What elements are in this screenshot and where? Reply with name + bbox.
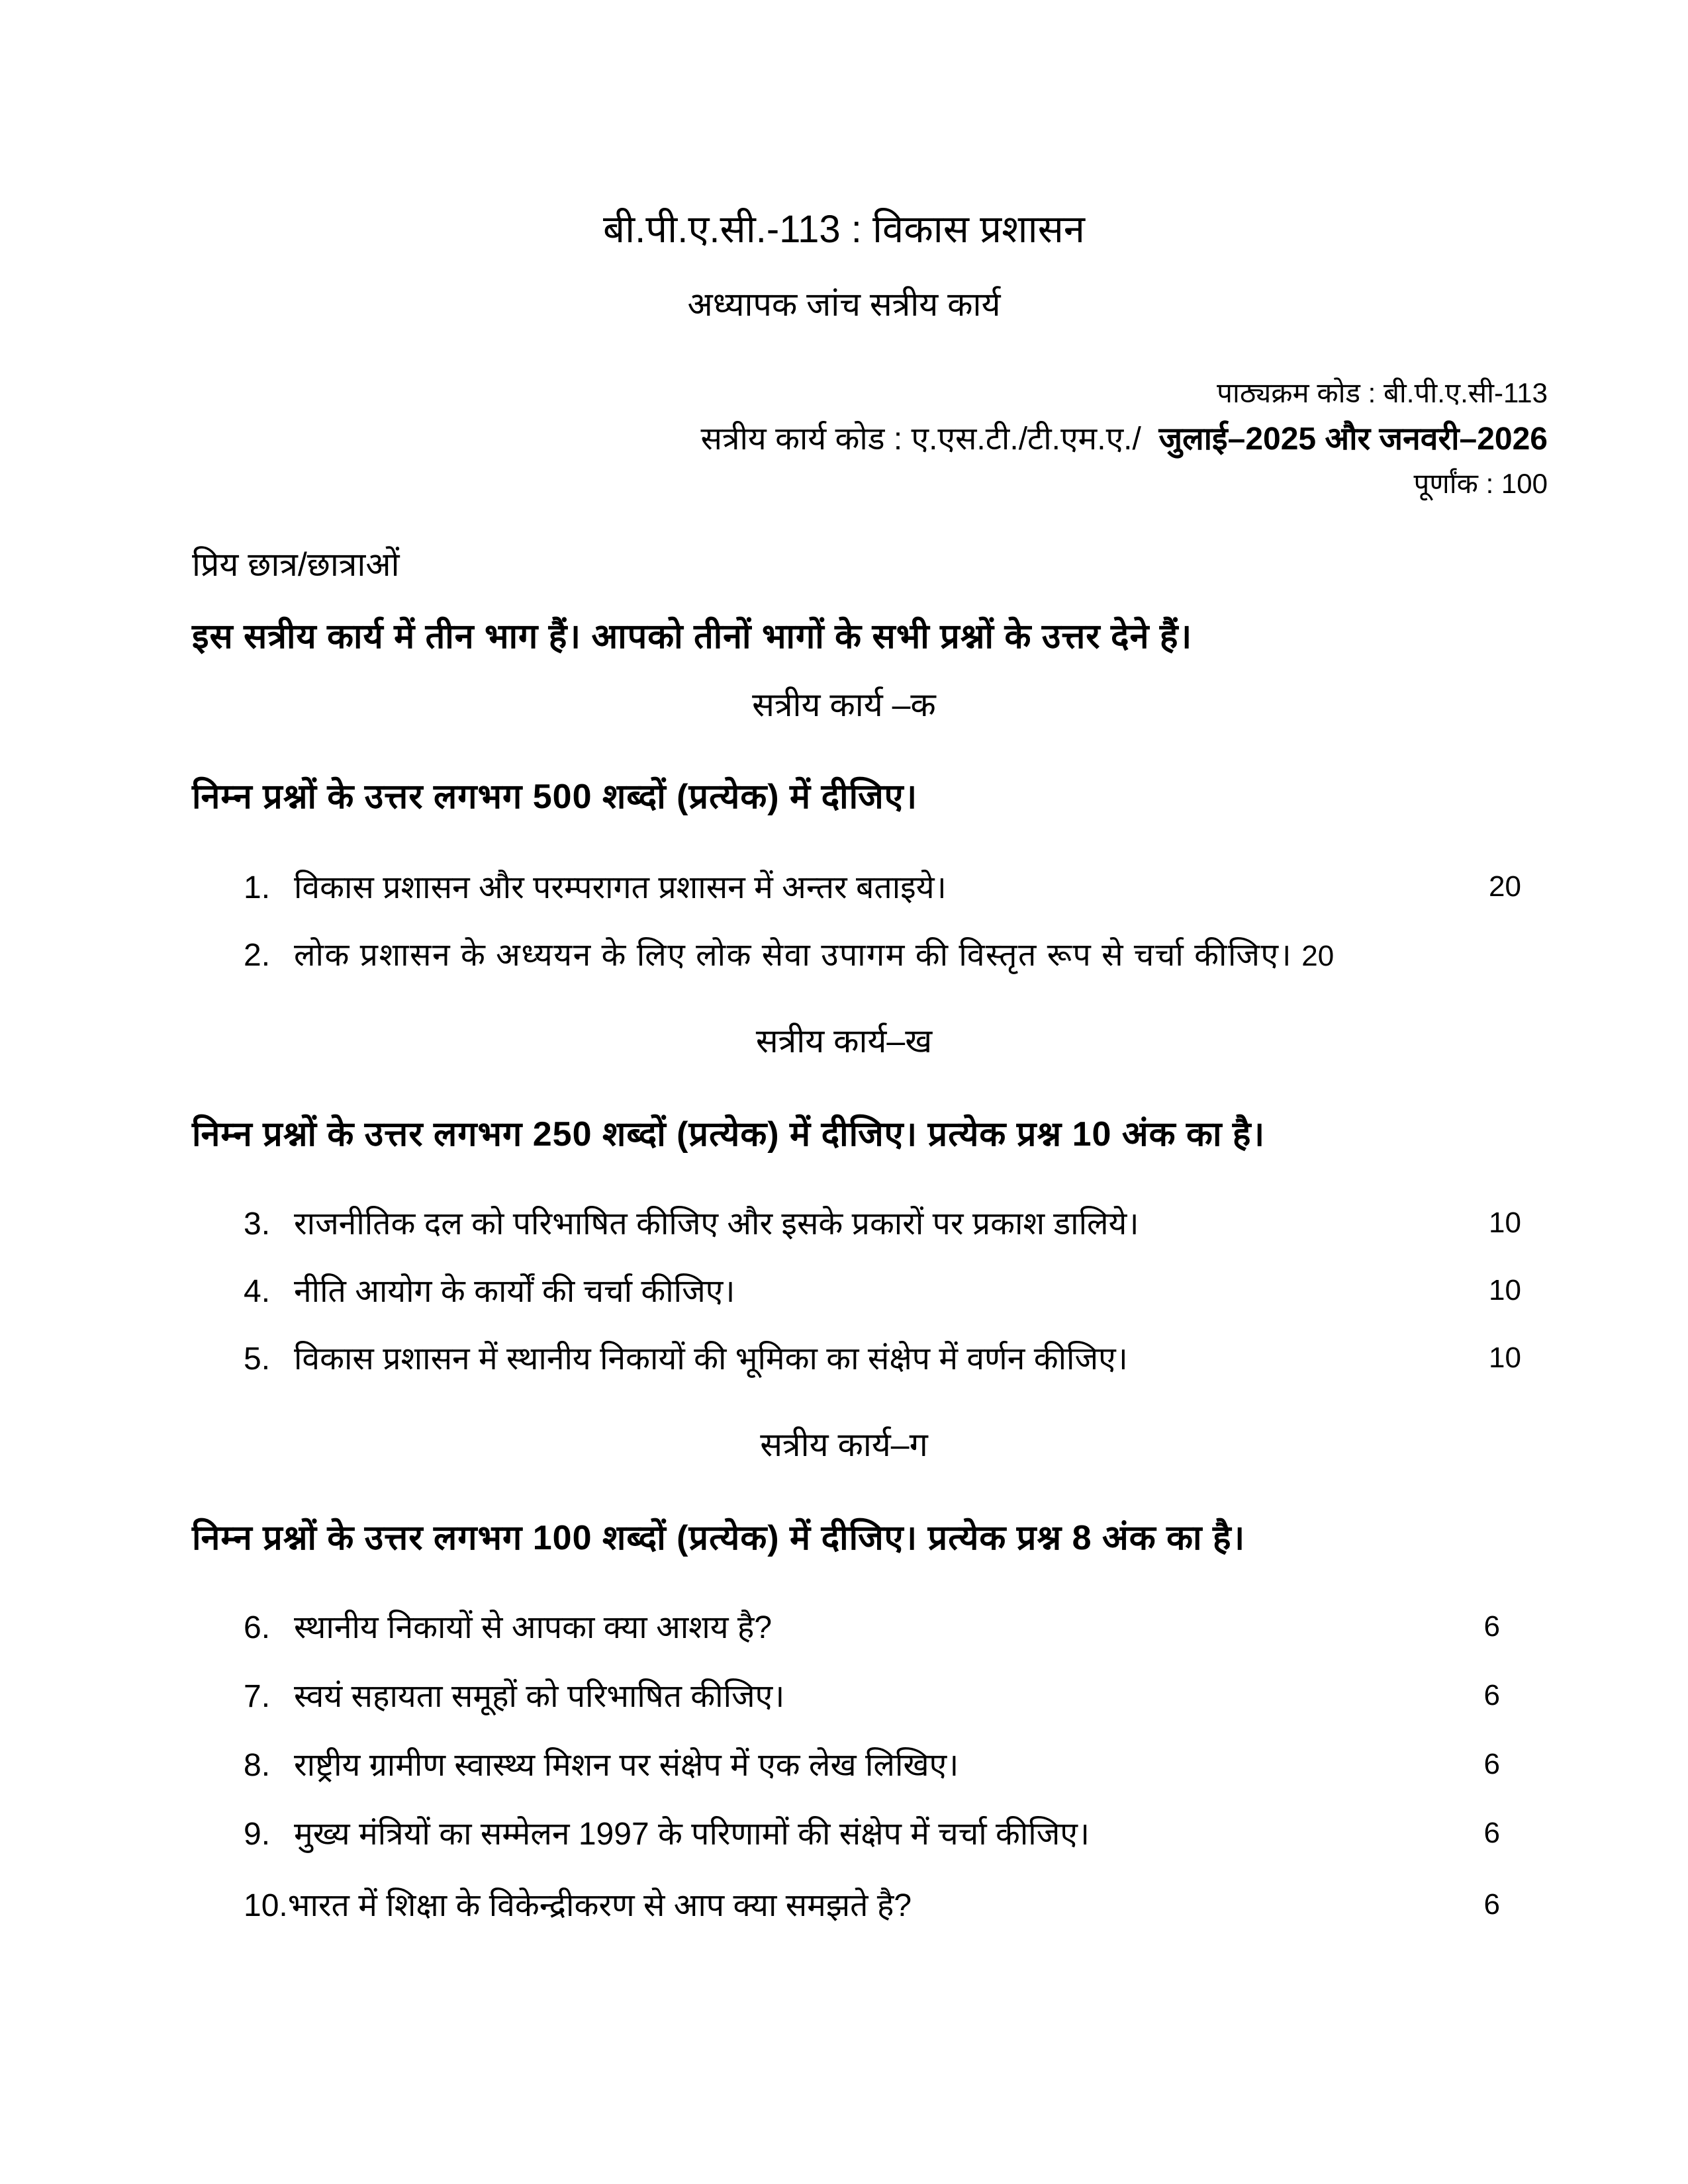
assignment-code-label: सत्रीय कार्य कोड : ए.एस.टी./टी.एम.ए./	[700, 422, 1141, 457]
greeting: प्रिय छात्र/छात्राओं	[192, 546, 400, 583]
section-c-instruction: निम्न प्रश्नों के उत्तर लगभग 100 शब्दों (प्रत्येक) में दीजिए। प्रत्येक प्रश्न 8 अंक का है।	[192, 1519, 1246, 1557]
question-marks: 6	[1483, 1817, 1500, 1849]
question-number: 2.	[244, 938, 271, 973]
assignment-session: जुलाई–2025 और जनवरी–2026	[1158, 422, 1548, 457]
section-b-heading: सत्रीय कार्य–ख	[755, 1023, 933, 1060]
question-text: राजनीतिक दल को परिभाषित कीजिए और इसके प्रकारों पर प्रकाश डालिये।	[294, 1206, 1139, 1242]
question-number: 9.	[244, 1817, 271, 1852]
question-marks: 6	[1483, 1888, 1500, 1921]
question-marks: 10	[1489, 1342, 1521, 1374]
question-marks: 10	[1489, 1206, 1521, 1239]
question-text: विकास प्रशासन और परम्परागत प्रशासन में अन्तर बताइये।	[294, 870, 947, 905]
question-item	[244, 1750, 1561, 1782]
question-number: 4.	[244, 1274, 271, 1309]
question-marks: 6	[1483, 1748, 1500, 1780]
section-a-heading: सत्रीय कार्य –क	[752, 686, 936, 723]
question-text: राष्ट्रीय ग्रामीण स्वास्थ्य मिशन पर संक्षेप में एक लेख लिखिए।	[294, 1748, 959, 1783]
section-c-heading: सत्रीय कार्य–ग	[760, 1426, 928, 1463]
question-number: 5.	[244, 1342, 271, 1377]
question-item	[244, 1612, 1561, 1644]
question-text: लोक प्रशासन के अध्ययन के लिए लोक सेवा उपागम की विस्तृत रूप से चर्चा कीजिए।	[294, 938, 1293, 973]
question-number: 6.	[244, 1610, 271, 1645]
question-text: विकास प्रशासन में स्थानीय निकायों की भूमिका का संक्षेप में वर्णन कीजिए।	[294, 1342, 1128, 1377]
question-text: भारत में शिक्षा के विकेन्द्रीकरण से आप क्या समझते है?	[287, 1888, 912, 1923]
question-item	[244, 1890, 1561, 1922]
section-b-instruction: निम्न प्रश्नों के उत्तर लगभग 250 शब्दों (प्रत्येक) में दीजिए। प्रत्येक प्रश्न 10 अंक का है।	[192, 1115, 1266, 1154]
document-subtitle: अध्यापक जांच सत्रीय कार्य	[687, 286, 1001, 323]
question-item	[244, 872, 1561, 904]
question-number: 1.	[244, 870, 271, 905]
question-number: 8.	[244, 1748, 271, 1783]
question-item	[244, 1343, 1561, 1375]
question-number: 3.	[244, 1206, 271, 1242]
question-number: 10.	[244, 1888, 288, 1923]
question-marks: 6	[1483, 1679, 1500, 1711]
question-text: स्वयं सहायता समूहों को परिभाषित कीजिए।	[294, 1679, 785, 1714]
question-item	[244, 940, 1561, 972]
question-item	[244, 1208, 1561, 1240]
question-marks: 20	[1301, 940, 1335, 972]
assignment-code	[701, 424, 1548, 455]
question-number: 7.	[244, 1679, 271, 1714]
course-code: पाठ्यक्रम कोड : बी.पी.ए.सी-113	[1217, 377, 1548, 408]
question-marks: 10	[1489, 1274, 1521, 1306]
question-marks: 20	[1489, 870, 1521, 903]
document-title: बी.पी.ए.सी.-113 : विकास प्रशासन	[602, 208, 1085, 251]
question-text: नीति आयोग के कार्यों की चर्चा कीजिए।	[294, 1274, 735, 1309]
question-text: मुख्य मंत्रियों का सम्मेलन 1997 के परिणामों की संक्षेप में चर्चा कीजिए।	[294, 1817, 1090, 1852]
question-item	[244, 1681, 1561, 1713]
question-text: स्थानीय निकायों से आपका क्या आशय है?	[294, 1610, 773, 1645]
intro-text: इस सत्रीय कार्य में तीन भाग हैं। आपको तीनों भागों के सभी प्रश्नों के उत्तर देने हैं।	[192, 617, 1193, 656]
question-item	[244, 1276, 1561, 1308]
section-a-instruction: निम्न प्रश्नों के उत्तर लगभग 500 शब्दों (प्रत्येक) में दीजिए।	[192, 778, 918, 816]
max-marks: पूर्णांक : 100	[1413, 468, 1548, 499]
question-marks: 6	[1483, 1610, 1500, 1643]
question-item	[244, 1819, 1561, 1850]
